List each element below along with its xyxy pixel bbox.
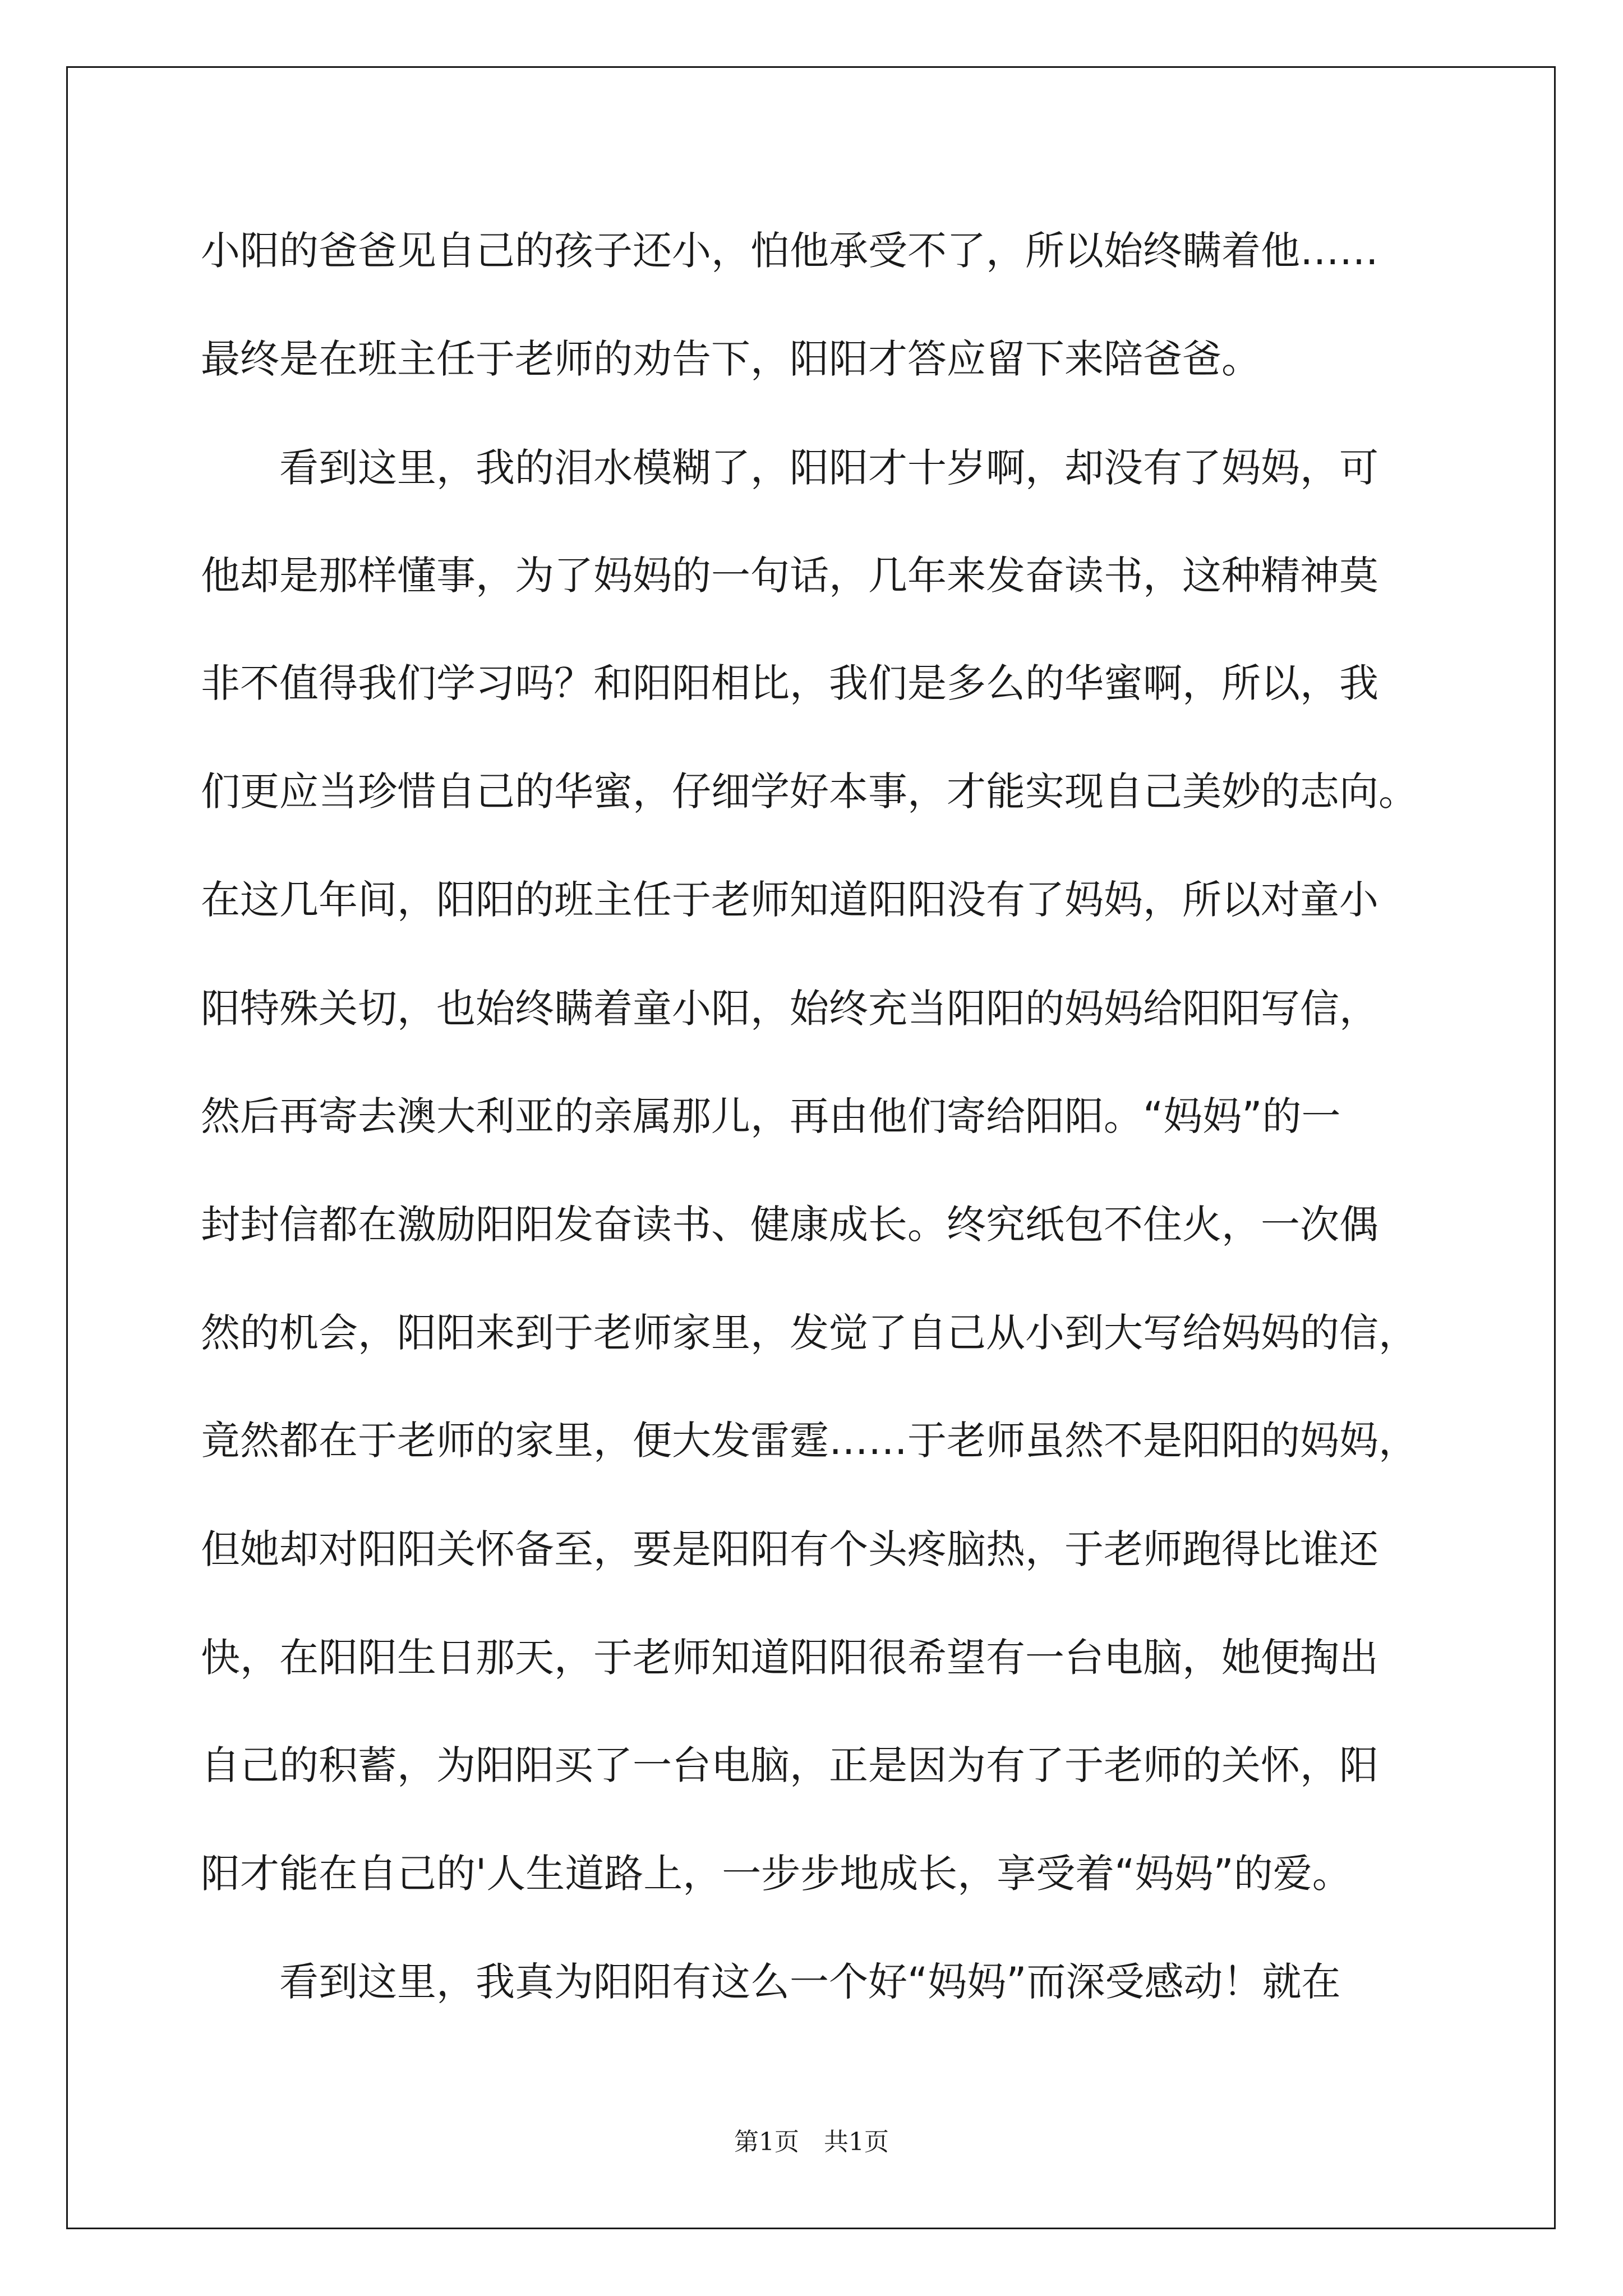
- text-line-1: 小阳的爸爸见自己的孩子还小，怕他承受不了，所以始终瞒着他……: [201, 228, 1378, 274]
- text-line-5: 非不值得我们学习吗？和阳阳相比，我们是多么的华蜜啊，所以，我: [201, 660, 1378, 706]
- text-line-6: 们更应当珍惜自己的华蜜，仔细学好本事，才能实现自己美妙的志向。: [201, 769, 1418, 815]
- text-line-12: 竟然都在于老师的家里，便大发雷霆……于老师虽然不是阳阳的妈妈，: [201, 1418, 1418, 1464]
- text-line-9: 然后再寄去澳大利亚的亲属那儿，再由他们寄给阳阳。“妈妈”的一: [201, 1093, 1341, 1139]
- text-line-4: 他却是那样懂事，为了妈妈的一句话，几年来发奋读书，这种精神莫: [201, 553, 1378, 599]
- text-line-8: 阳特殊关切，也始终瞒着童小阳，始终充当阳阳的妈妈给阳阳写信，: [201, 986, 1378, 1032]
- page-footer: 第1页 共1页: [734, 2128, 889, 2156]
- text-line-17: 看到这里，我真为阳阳有这么一个好“妈妈”而深受感动！就在: [279, 1959, 1341, 2005]
- text-line-15: 自己的积蓄，为阳阳买了一台电脑，正是因为有了于老师的关怀，阳: [201, 1742, 1378, 1788]
- text-line-3: 看到这里，我的泪水模糊了，阳阳才十岁啊，却没有了妈妈，可: [279, 445, 1378, 491]
- text-line-16: 阳才能在自己的'人生道路上，一步步地成长，享受着“妈妈”的爱。: [201, 1851, 1352, 1897]
- text-line-7: 在这几年间，阳阳的班主任于老师知道阳阳没有了妈妈，所以对童小: [201, 877, 1378, 923]
- text-line-14: 快，在阳阳生日那天，于老师知道阳阳很希望有一台电脑，她便掏出: [201, 1635, 1378, 1681]
- text-line-11: 然的机会，阳阳来到于老师家里，发觉了自己从小到大写给妈妈的信，: [201, 1310, 1418, 1356]
- text-line-2: 最终是在班主任于老师的劝告下，阳阳才答应留下来陪爸爸。: [201, 336, 1261, 382]
- text-line-10: 封封信都在激励阳阳发奋读书、健康成长。终究纸包不住火，一次偶: [201, 1202, 1378, 1248]
- text-line-13: 但她却对阳阳关怀备至，要是阳阳有个头疼脑热，于老师跑得比谁还: [201, 1526, 1378, 1572]
- page-border: [66, 66, 1556, 2229]
